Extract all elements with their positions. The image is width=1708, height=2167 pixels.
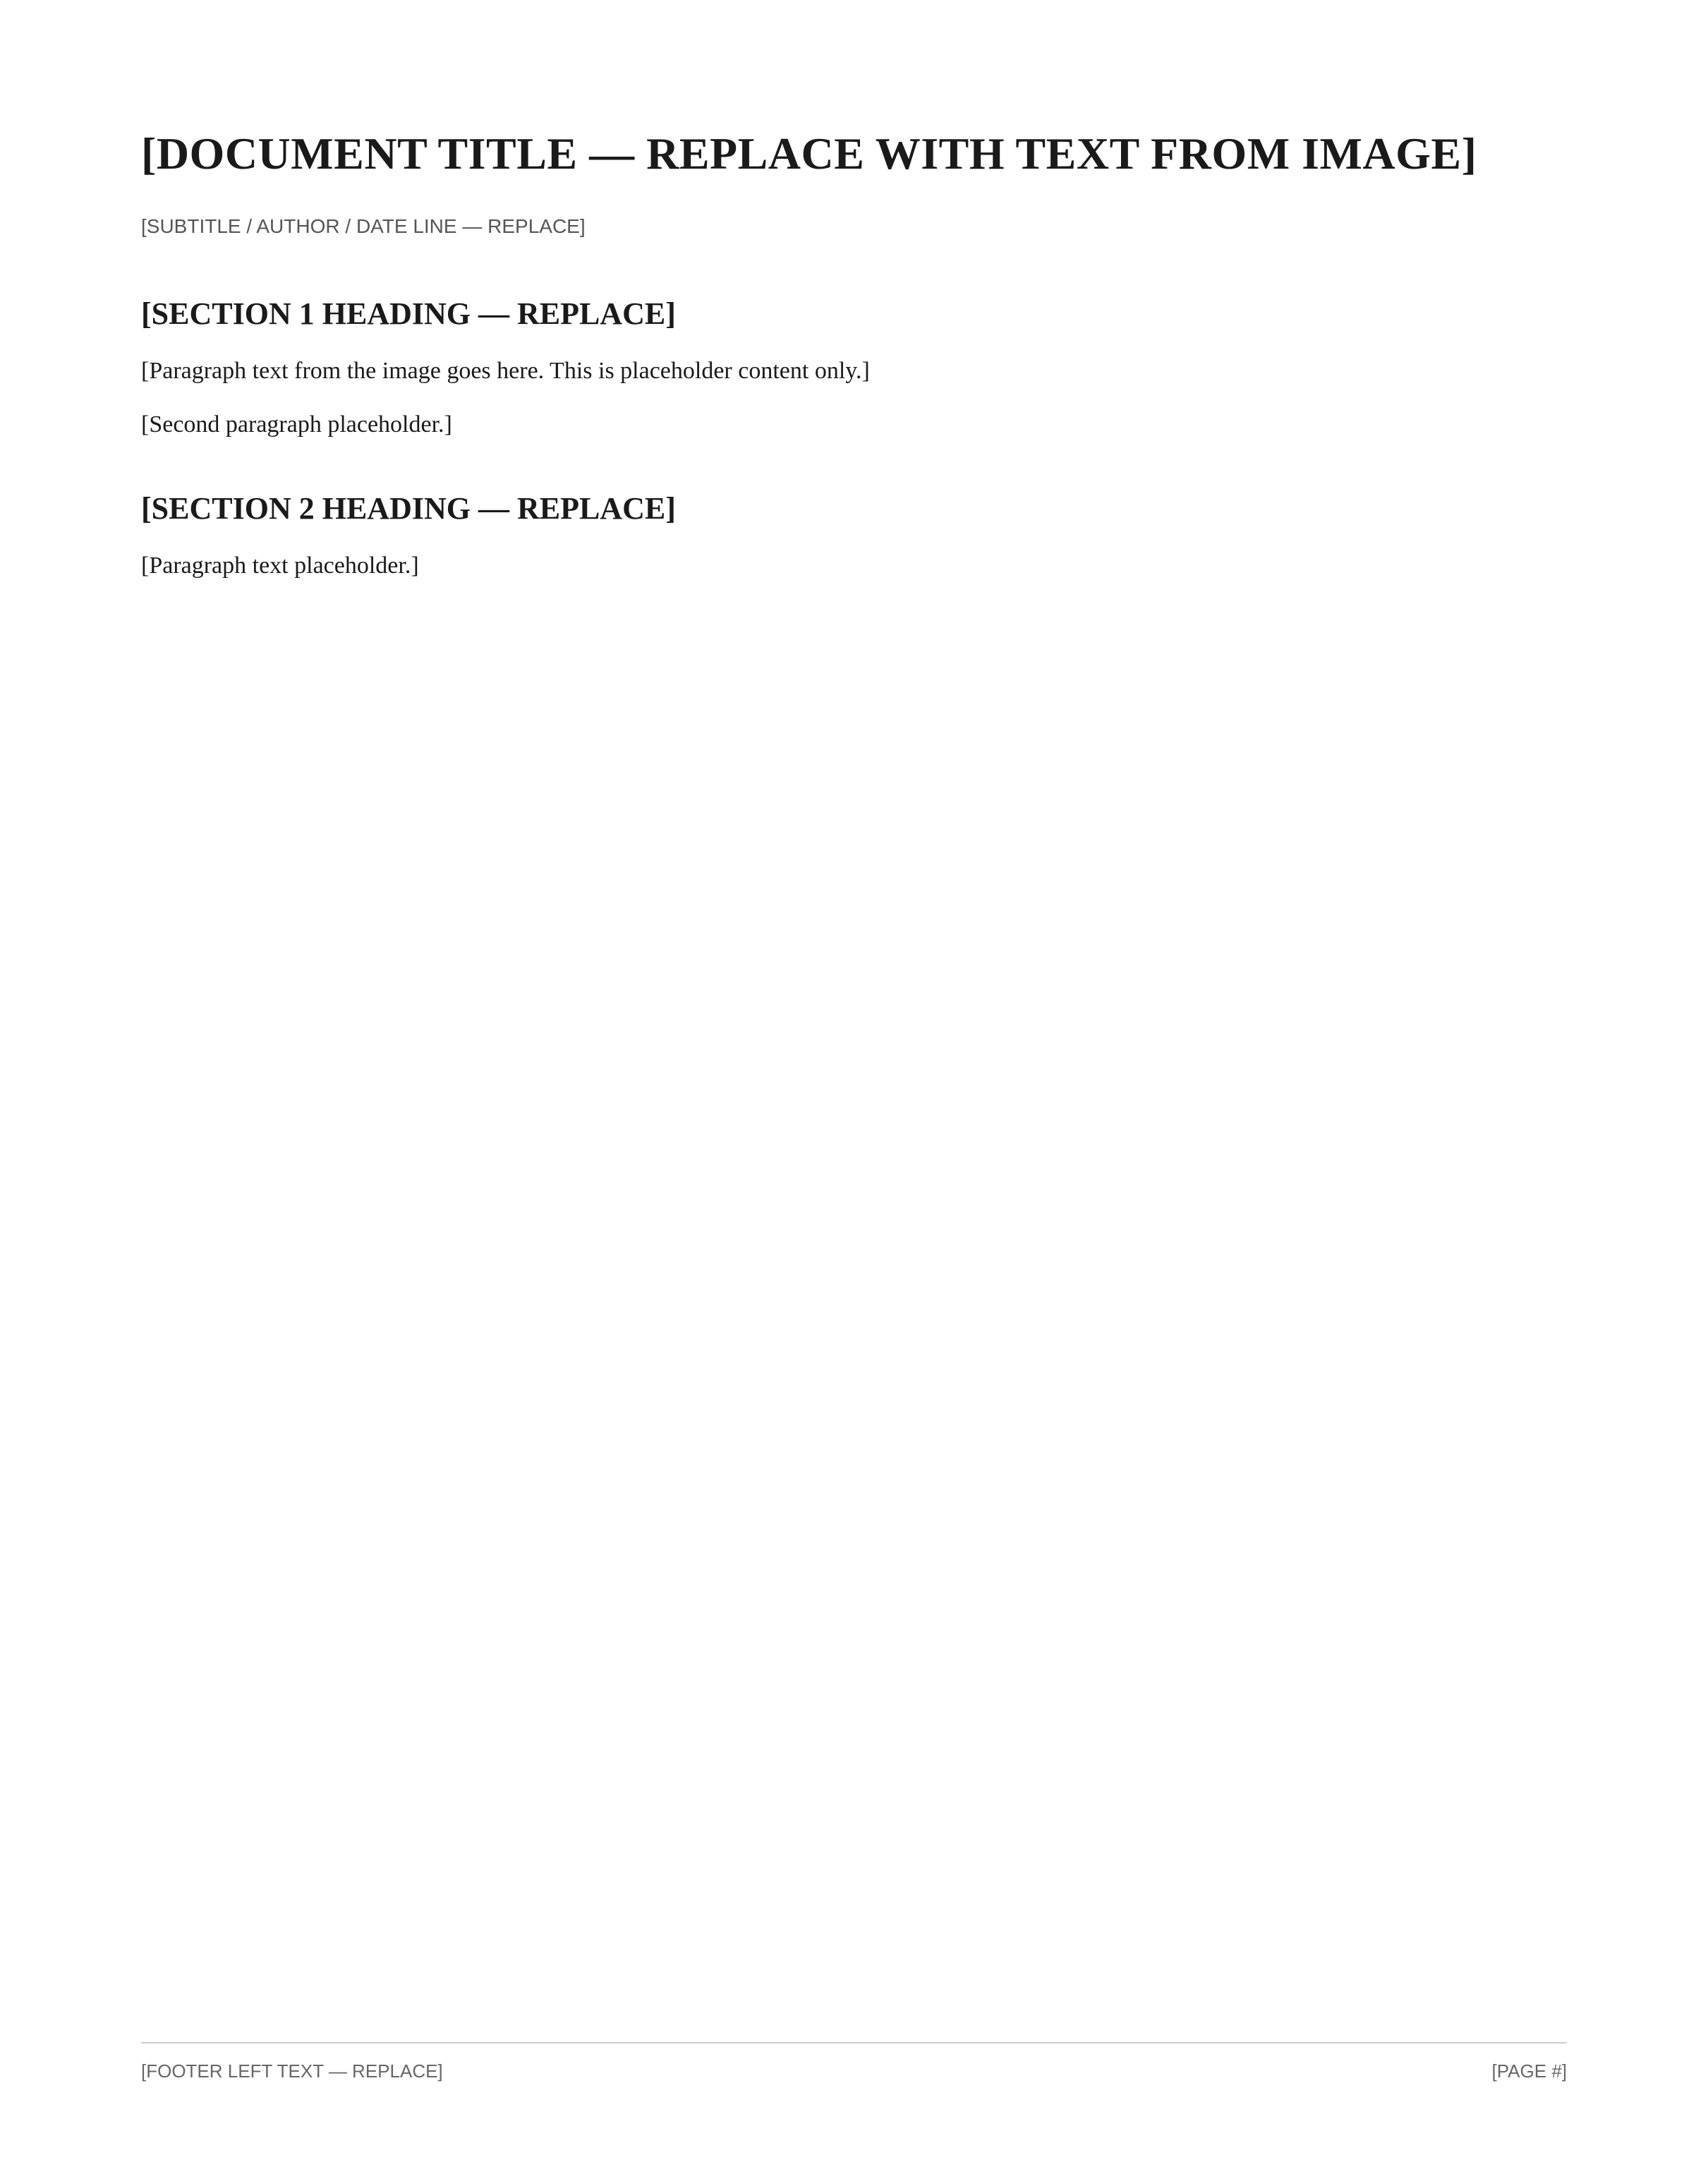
- section-paragraph: [Paragraph text from the image goes here. This is placeholder content only.]: [141, 357, 870, 384]
- section-heading: [SECTION 2 HEADING — REPLACE]: [141, 491, 676, 526]
- document-meta: [SUBTITLE / AUTHOR / DATE LINE — REPLACE]: [141, 215, 586, 237]
- page-footer: [141, 2042, 1567, 2082]
- page-number: [PAGE #]: [1491, 2060, 1567, 2082]
- section-paragraph: [Second paragraph placeholder.]: [141, 411, 452, 438]
- section-heading: [SECTION 1 HEADING — REPLACE]: [141, 296, 676, 331]
- section: [141, 489, 1567, 585]
- document-sections: [141, 294, 1567, 585]
- document-title: [DOCUMENT TITLE — REPLACE WITH TEXT FROM IMAGE]: [141, 128, 1477, 179]
- section: [141, 294, 1567, 444]
- section-paragraph: [Paragraph text placeholder.]: [141, 553, 419, 579]
- footer-left-text: [FOOTER LEFT TEXT — REPLACE]: [141, 2060, 443, 2082]
